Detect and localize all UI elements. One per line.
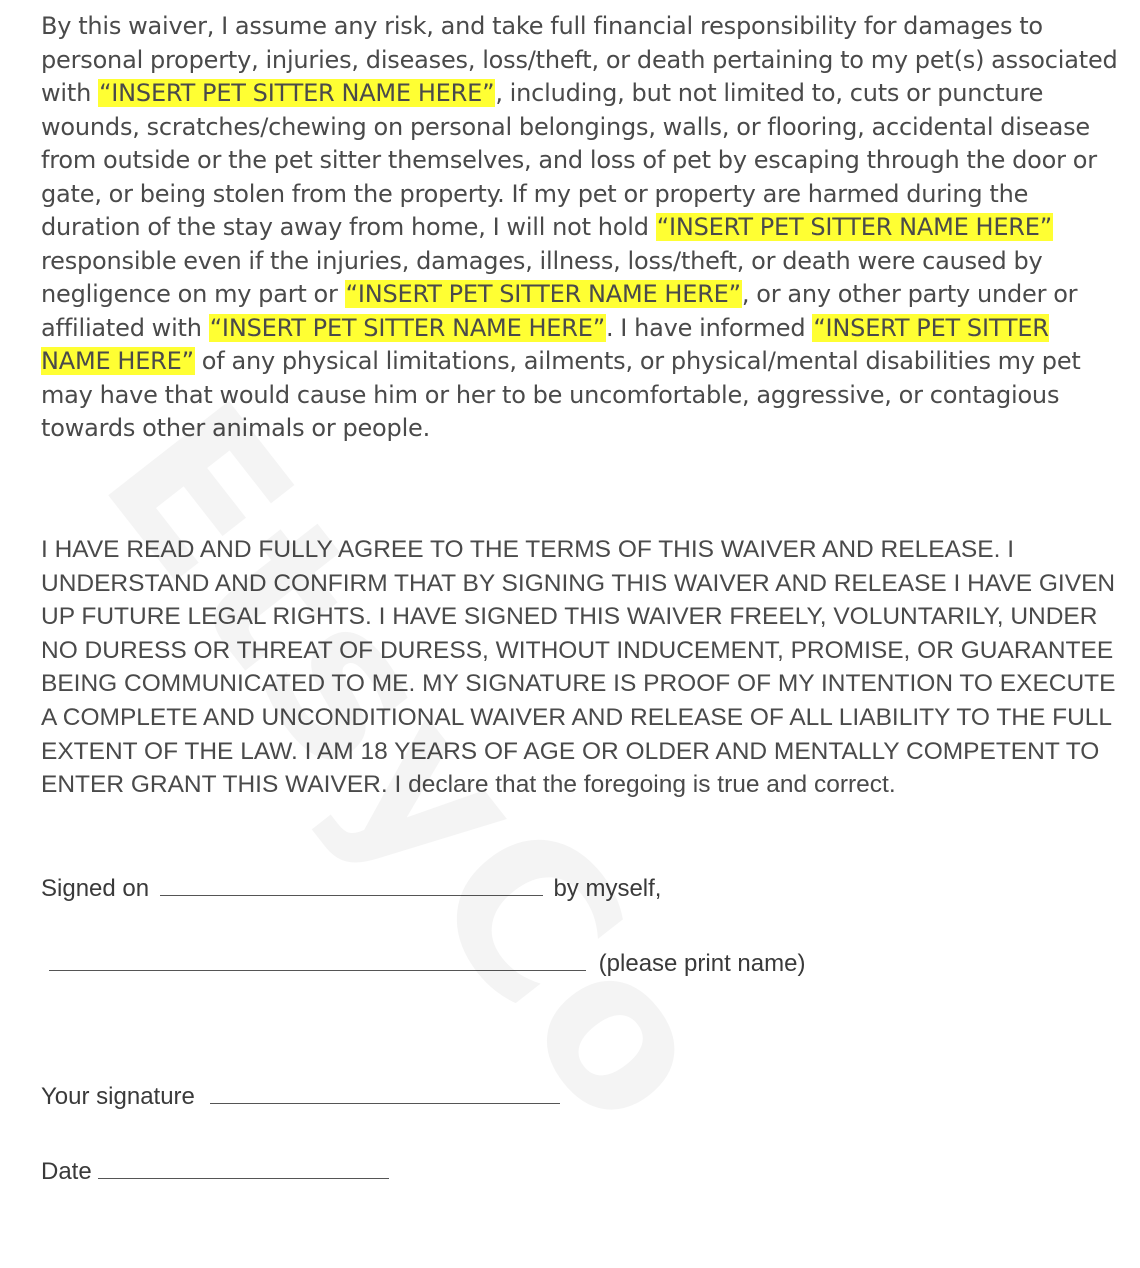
waiver-text: responsible even if the injuries, damages, illness, loss/theft, or death were caused by negligence on my part or — [41, 246, 1043, 308]
date-label: Date — [41, 1158, 92, 1185]
highlighted-placeholder: “INSERT PET SITTER NAME HERE” — [99, 79, 495, 107]
highlighted-placeholder: “INSERT PET SITTER NAME HERE” — [41, 313, 1049, 375]
signed-on-date-line[interactable] — [160, 871, 543, 896]
waiver-text: . I have informed — [605, 313, 813, 342]
highlighted-placeholder: “INSERT PET SITTER NAME HERE” — [345, 280, 741, 308]
date-line[interactable] — [98, 1154, 389, 1179]
waiver-text: By this waiver, I assume any risk, and take full financial responsibility for damages to personal property, injuries, diseases, loss/theft, or death pertaining to my pet(s) associated with — [41, 12, 1118, 107]
waiver-text: of any physical limitations, ailments, or physical/mental disabilities my pet may have that would cause him or her to be uncomfortable, aggressive, or contagious towards other animals or people. — [41, 347, 1081, 442]
print-name-line[interactable] — [49, 946, 586, 971]
signature-line[interactable] — [210, 1079, 560, 1104]
print-name-row — [49, 946, 805, 978]
waiver-text: , including, but not limited to, cuts or puncture wounds, scratches/chewing on personal belongings, walls, or flooring, accidental disease from outside or the pet sitter themselves, and loss of pet by escaping through the door or gate, or being stolen from the property. If my pet or property are harmed during the duration of the stay away from home, I will not hold — [41, 79, 1097, 241]
signed-on-row — [41, 871, 661, 903]
highlighted-placeholder: “INSERT PET SITTER NAME HERE” — [656, 213, 1052, 241]
waiver-text: , or any other party under or affiliated with — [41, 280, 1078, 342]
print-name-label: (please print name) — [598, 950, 806, 977]
by-myself-label: by myself, — [553, 875, 662, 902]
your-signature-label: Your signature — [41, 1083, 195, 1110]
waiver-paragraph — [41, 10, 1121, 446]
highlighted-placeholder: “INSERT PET SITTER NAME HERE” — [209, 313, 605, 342]
date-row — [41, 1154, 389, 1186]
signature-row — [41, 1079, 560, 1111]
signed-on-label: Signed on — [41, 875, 150, 902]
agreement-paragraph: I HAVE READ AND FULLY AGREE TO THE TERMS OF THIS WAIVER AND RELEASE. I UNDERSTAND AND CONFIRM THAT BY SIGNING THIS WAIVER AND RELEASE I HAVE GIVEN UP FUTURE LEGAL RIGHTS. I HAVE SIGNED THIS WAIVER FREELY, VOLUNTARILY, UNDER NO DURESS OR THREAT OF DURESS, WITHOUT INDUCEMENT, PROMISE, OR GUARANTEE BEING COMMUNICATED TO ME. MY SIGNATURE IS PROOF OF MY INTENTION TO EXECUTE A COMPLETE AND UNCONDITIONAL WAIVER AND RELEASE OF ALL LIABILITY TO THE FULL EXTENT OF THE LAW. I AM 18 YEARS OF AGE OR OLDER AND MENTALLY COMPETENT TO ENTER GRANT THIS WAIVER. I declare that the foregoing is true and correct. — [41, 536, 1116, 799]
